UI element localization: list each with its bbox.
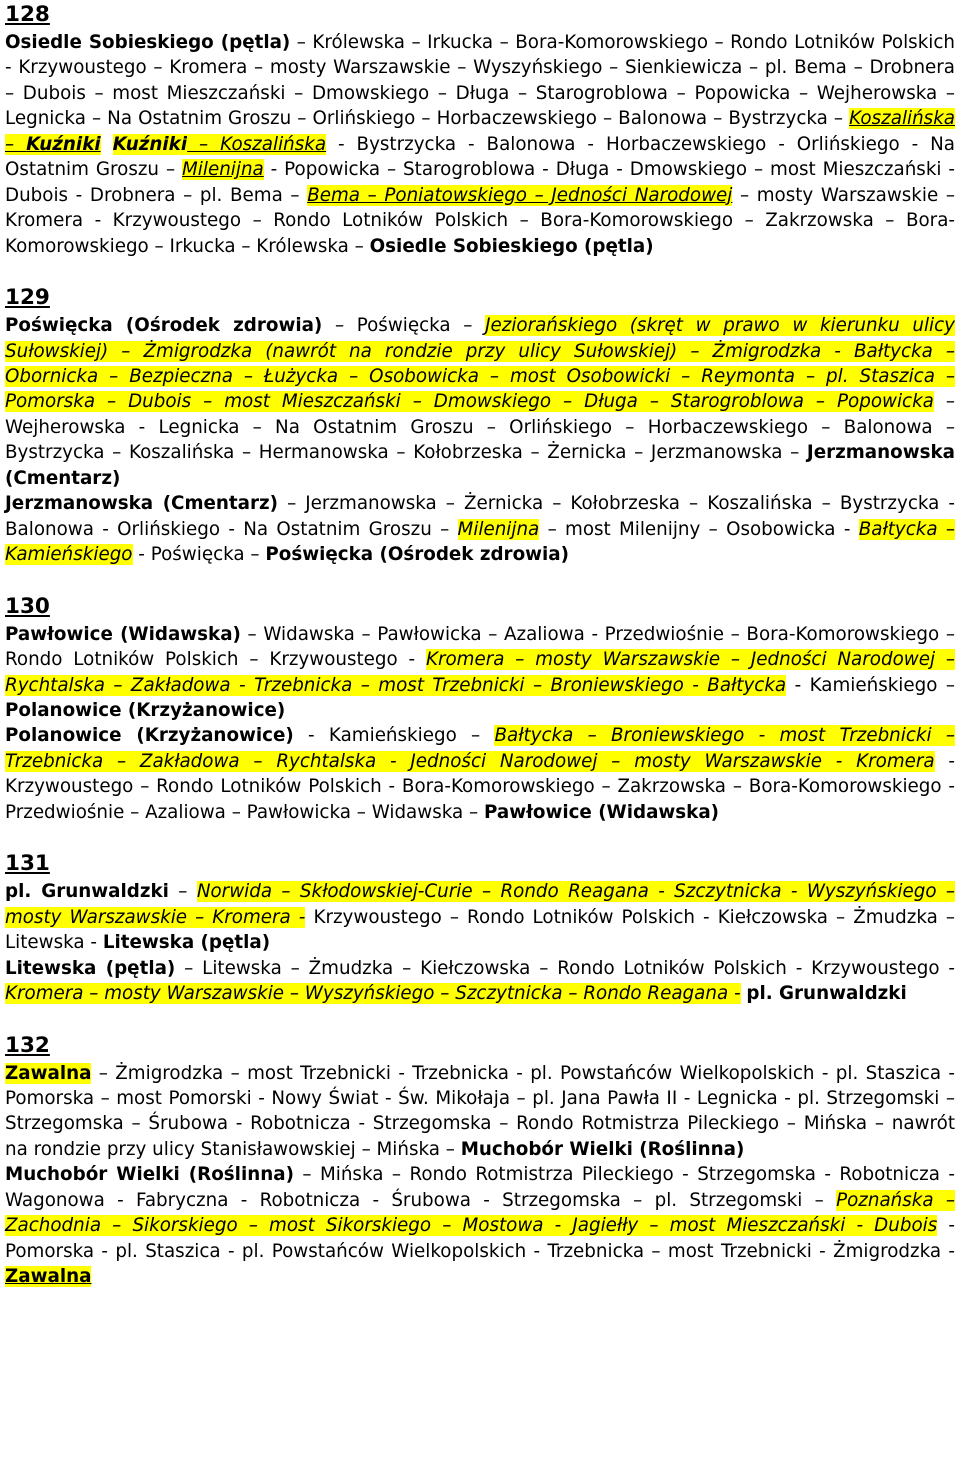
terminus-stop: Litewska (pętla) xyxy=(5,957,176,979)
route-section xyxy=(5,849,955,1006)
route-segment: - Kamieńskiego – xyxy=(786,674,955,696)
route-segment xyxy=(101,134,113,155)
route-number: 132 xyxy=(5,1032,50,1058)
terminus-stop: Polanowice (Krzyżanowice) xyxy=(5,699,286,721)
terminus-stop: pl. Grunwaldzki xyxy=(5,881,169,903)
route-section xyxy=(5,0,955,259)
route-section xyxy=(5,1031,955,1290)
route-number: 129 xyxy=(5,285,50,311)
route-segment: – Mińska – Rondo Rotmistrza Pileckiego - Strzegomska - Robotnicza - Wagonowa - Fabryczna - Robotnicza - Śrubowa - Strzegomska – pl. Strzegomski – xyxy=(5,1164,955,1211)
highlighted-route-segment: Bałtycka – Broniewskiego - most Trzebnicki – Trzebnicka – Zakładowa – Rychtalska - Jedności Narodowej – mosty Warszawskie - Kromera xyxy=(5,725,955,772)
terminus-stop: Jerzmanowska (Cmentarz) xyxy=(5,442,955,489)
terminus-stop: Osiedle Sobieskiego (pętla) xyxy=(369,235,654,257)
route-segment: - Krzywoustego – Rondo Lotników Polskich - Bora-Komorowskiego – Zakrzowska – Bora-Komorowskiego - Przedwiośnie – Azaliowa – Pawłowicka – Widawska – xyxy=(5,750,955,823)
route-outbound-text xyxy=(5,879,955,955)
route-segment: – Wejherowska - Legnicka – Na Ostatnim Groszu – Orlińskiego – Horbaczewskiego – Balonowa – Bystrzycka – Koszalińska – Hermanowska – Kołobrzeska – Żernicka – Jerzmanowska – xyxy=(5,391,955,464)
highlighted-route-segment: Bema – Poniatowskiego – Jedności Narodowej xyxy=(307,184,733,206)
terminus-stop: pl. Grunwaldzki xyxy=(746,983,907,1005)
highlighted-route-segment: Milenijna xyxy=(182,159,264,181)
terminus-stop: Litewska (pętla) xyxy=(102,932,271,954)
terminus-stop: Poświęcka (Ośrodek zdrowia) xyxy=(265,544,569,566)
route-number: 130 xyxy=(5,593,50,619)
route-outbound-text xyxy=(5,622,955,724)
terminus-stop: Osiedle Sobieskiego (pętla) xyxy=(5,32,291,53)
route-return-text xyxy=(5,1162,955,1289)
route-outbound-text xyxy=(5,313,955,491)
terminus-stop: Pawłowice (Widawska) xyxy=(5,623,241,645)
route-segment: - Kamieńskiego – xyxy=(293,725,495,747)
route-segment: – Jerzmanowska – Żernicka – Kołobrzeska – Koszalińska – Bystrzycka - Balonowa - Orlińskiego - Na Ostatnim Groszu – xyxy=(5,493,955,540)
route-segment: – Litewska – Żmudzka – Kiełczowska – Rondo Lotników Polskich - Krzywoustego - xyxy=(175,957,956,979)
route-section xyxy=(5,592,955,826)
route-segment: – Widawska – Pawłowicka – Azaliowa - Przedwiośnie – Bora-Komorowskiego – Rondo Lotników Polskich – Krzywoustego - xyxy=(5,623,955,671)
terminus-stop: Jerzmanowska (Cmentarz) xyxy=(5,493,279,515)
route-segment: - Pomorska - pl. Staszica - pl. Powstańców Wielkopolskich - Trzebnicka – most Trzebnicki - Żmigrodzka - xyxy=(5,1215,955,1262)
route-outbound-text xyxy=(5,1061,955,1163)
route-return-text xyxy=(5,956,955,1007)
terminus-stop: Muchobór Wielki (Roślinna) xyxy=(460,1138,745,1160)
highlighted-route-segment: Milenijna xyxy=(457,518,540,540)
terminus-stop: Kuźniki xyxy=(112,133,188,155)
highlighted-route-segment: Poznańska – Zachodnia – Sikorskiego – most Sikorskiego – Mostowa - Jagiełły – most Mieszczański - Dubois xyxy=(5,1189,955,1237)
highlighted-route-segment: Koszalińska – xyxy=(5,108,955,155)
terminus-stop: Pawłowice (Widawska) xyxy=(483,801,720,823)
terminus-stop: Kuźniki xyxy=(26,133,101,155)
route-number: 131 xyxy=(5,851,50,877)
route-segment: – xyxy=(168,881,197,903)
route-segment: - Popowicka – Starogroblowa - Długa - Dmowskiego – most Mieszczański - Dubois - Drobnera – pl. Bema – xyxy=(5,159,956,206)
terminus-stop: Zawalna xyxy=(5,1266,92,1288)
route-segment: - Bystrzycka - Balonowa - Horbaczewskiego - Orlińskiego - Na Ostatnim Groszu – xyxy=(5,133,955,181)
terminus-stop: Zawalna xyxy=(5,1062,92,1084)
highlighted-route-segment: Kromera – mosty Warszawskie – Jedności Narodowej – Rychtalska – Zakładowa - Trzebnicka – most Trzebnicki – Broniewskiego - Bałtycka xyxy=(5,649,955,696)
highlighted-route-segment: Bałtycka – Kamieńskiego xyxy=(5,518,955,566)
route-return-text xyxy=(5,491,955,567)
route-return-text xyxy=(5,723,955,825)
terminus-stop: Poświęcka (Ośrodek zdrowia) xyxy=(5,315,323,337)
route-section xyxy=(5,283,955,568)
route-segment: – Poświęcka – xyxy=(322,315,486,337)
route-outbound-text xyxy=(5,30,955,259)
terminus-stop: Muchobór Wielki (Roślinna) xyxy=(5,1164,294,1186)
route-segment: – Żmigrodzka – most Trzebnicki - Trzebnicka - pl. Powstańców Wielkopolskich - pl. Staszica - Pomorska – most Pomorski - Nowy Świat - Św. Mikołaja – pl. Jana Pawła II - Legnicka - pl. Strzegomski – Strzegomska – Śrubowa - Robotnicza - Strzegomska – Rondo Rotmistrza Pileckiego – Mińska – nawrót na rondzie przy ulicy Stanisławowskiej – Mińska – xyxy=(5,1062,955,1160)
route-segment: – mosty Warszawskie – Kromera - Krzywoustego – Rondo Lotników Polskich – Bora-Komorowskiego – Zakrzowska – Bora-Komorowskiego – Irkucka – Królewska – xyxy=(5,184,955,257)
route-segment: Krzywoustego – Rondo Lotników Polskich - Kiełczowska – Żmudzka – Litewska - xyxy=(5,906,955,954)
highlighted-route-segment: Jeziorańskiego (skręt w prawo w kierunku ulicy Sułowskiej) – Żmigrodzka (nawrót na rondzie przy ulicy Sułowskiej) – Żmigrodzka - Bałtycka – Obornicka – Bezpieczna – Łużycka – Osobowicka – most Osobowicki – Reymonta – pl. Staszica – Pomorska – Dubois – most Mieszczański – Dmowskiego – Długa – Starogroblowa – Popowicka xyxy=(5,315,955,413)
route-segment: - Poświęcka – xyxy=(132,544,266,566)
route-segment: – most Milenijny – Osobowicka - xyxy=(539,518,859,540)
highlighted-route-segment: – Koszalińska xyxy=(187,133,327,155)
highlighted-route-segment: Kromera – mosty Warszawskie – Wyszyńskiego – Szczytnicka – Rondo Reagana - xyxy=(5,983,741,1005)
route-segment: – Królewska – Irkucka – Bora-Komorowskiego – Rondo Lotników Polskich - Krzywoustego – Kromera – mosty Warszawskie – Wyszyńskiego – Sienkiewicza – pl. Bema – Drobnera – Dubois – most Mieszczański – Dmowskiego – Długa – Starogroblowa – Popowicka – Wejherowska – Legnicka – Na Ostatnim Groszu – Orlińskiego – Horbaczewskiego – Balonowa – Bystrzycka – xyxy=(5,32,955,130)
highlighted-route-segment: Norwida – Skłodowskiej-Curie – Rondo Reagana - Szczytnicka - Wyszyńskiego – mosty Warszawskie – Kromera - xyxy=(5,881,956,928)
terminus-stop: Polanowice (Krzyżanowice) xyxy=(5,725,294,747)
route-number: 128 xyxy=(5,2,50,27)
